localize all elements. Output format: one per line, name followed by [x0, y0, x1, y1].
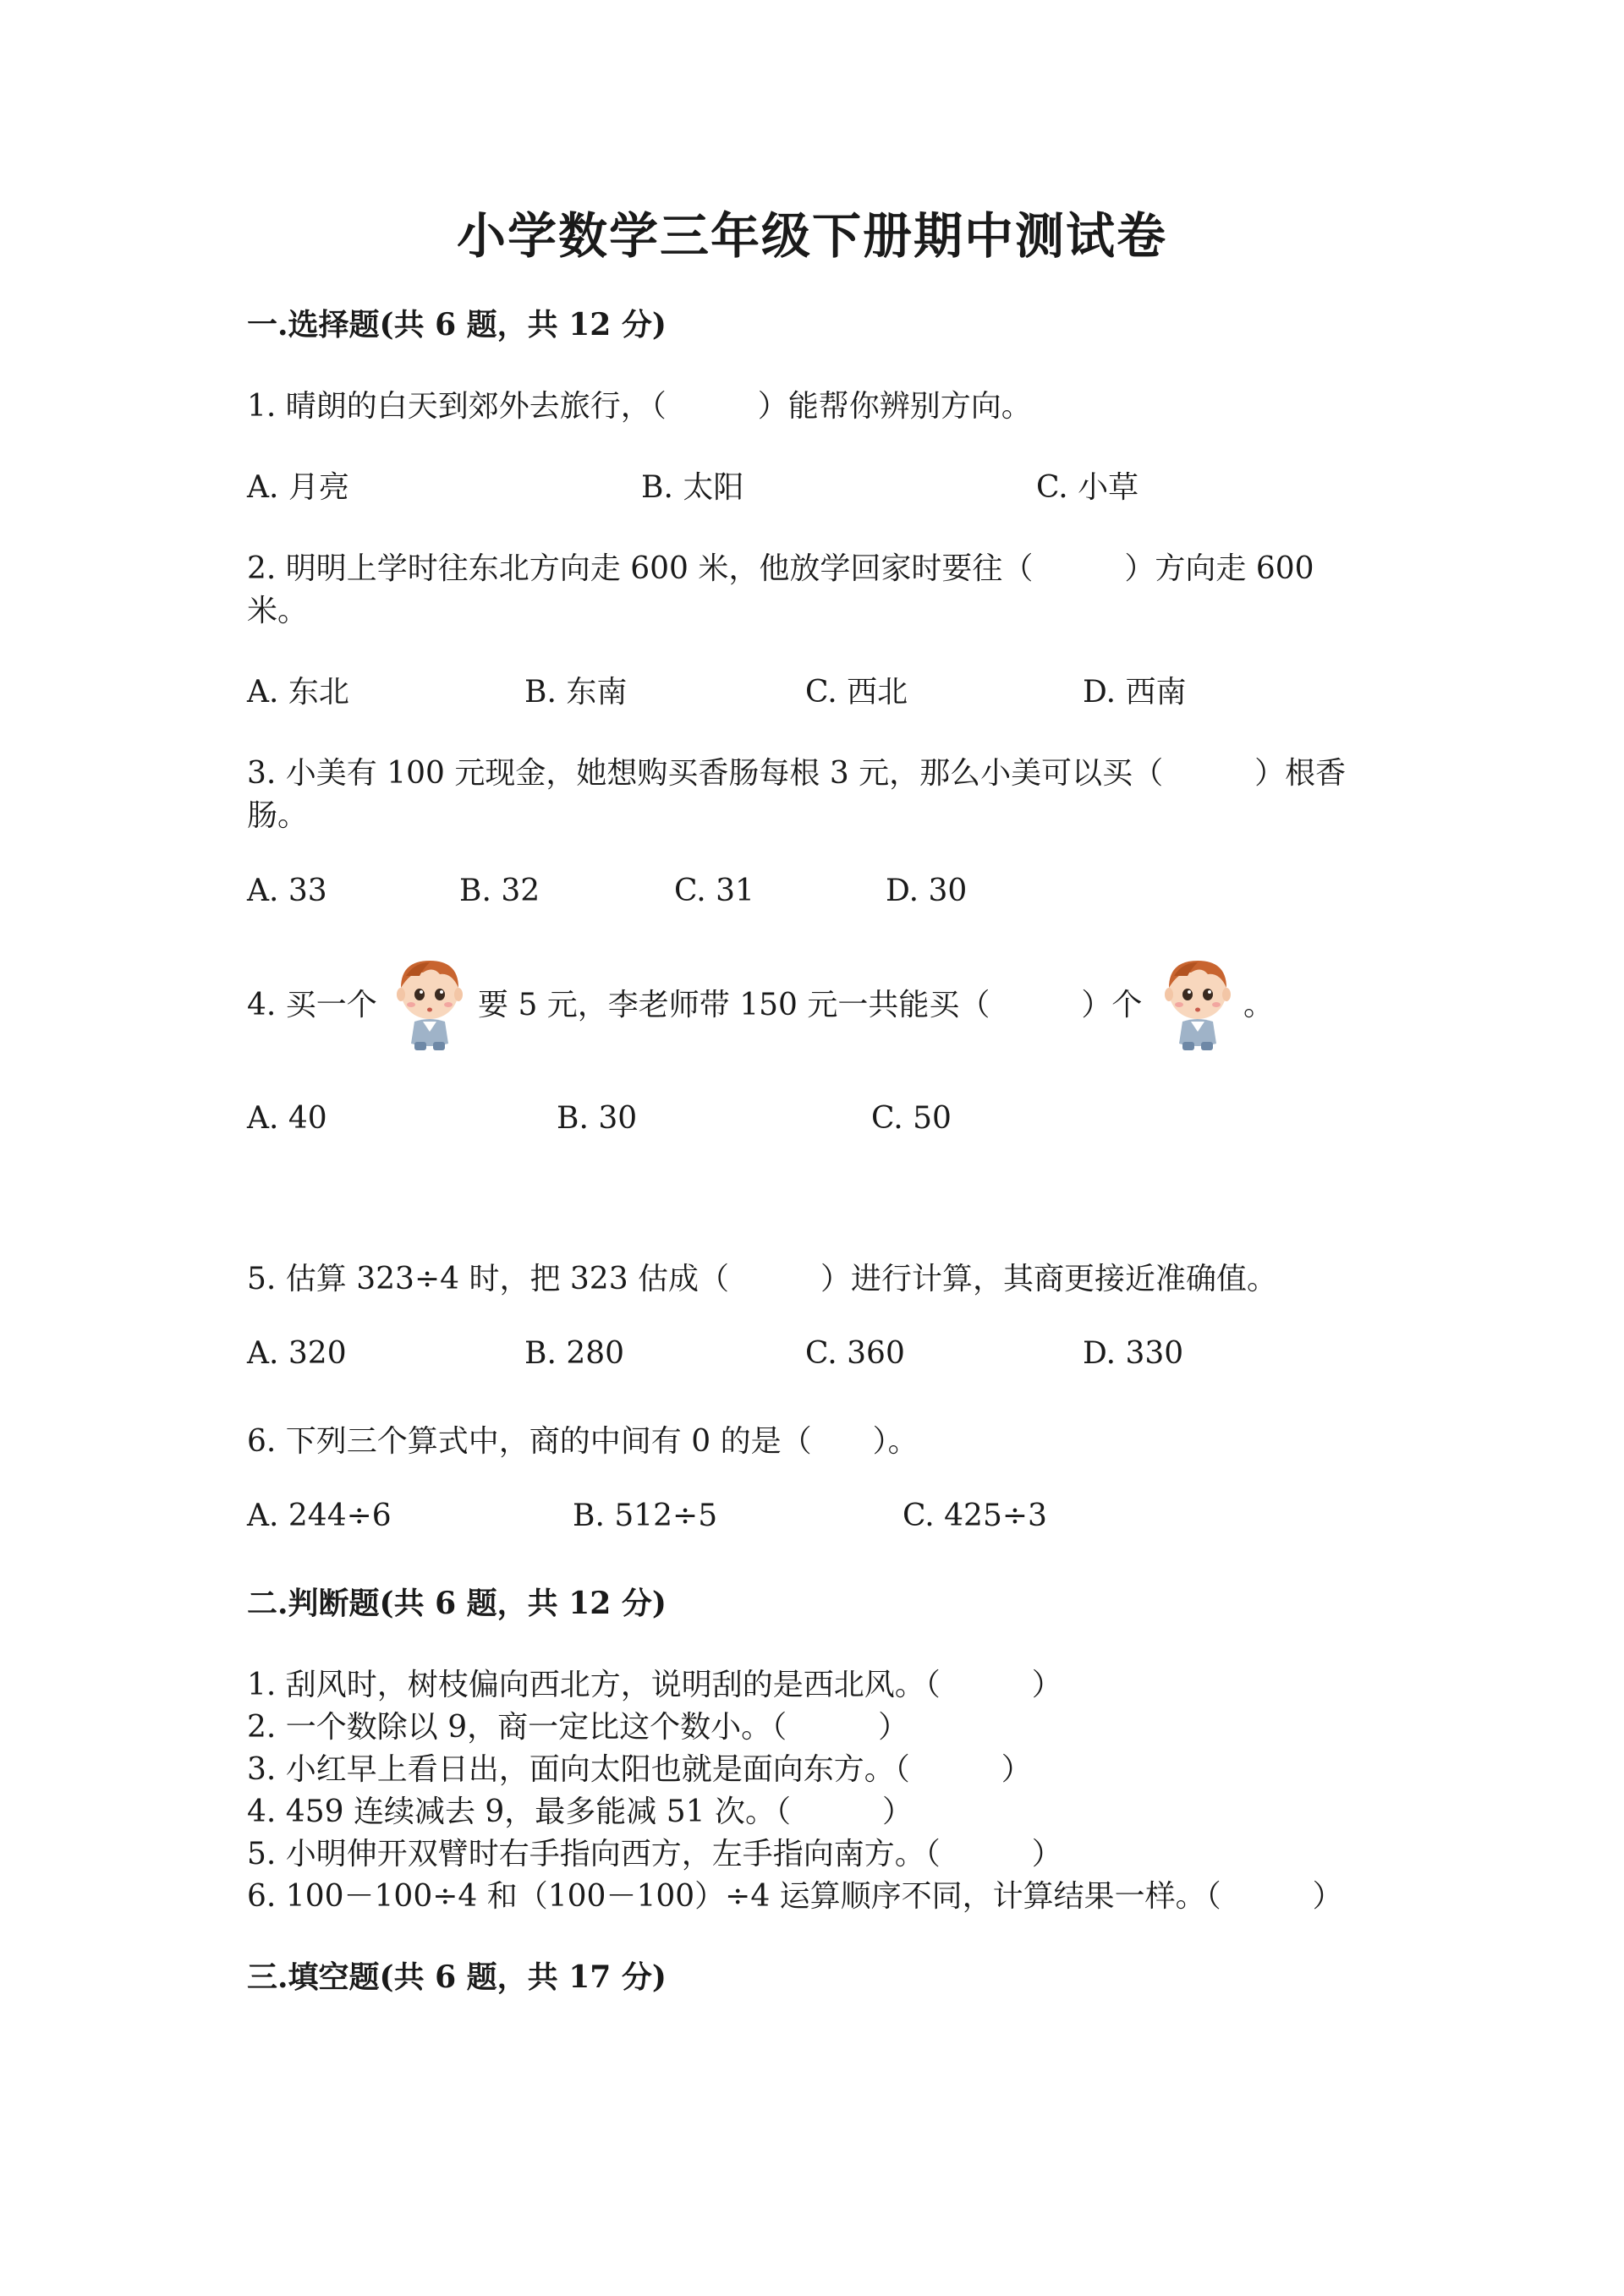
judge-item: 1. 刮风时，树枝偏向西北方，说明刮的是西北风。（ ） — [247, 1668, 1062, 1702]
option-b: B. 30 — [557, 1101, 638, 1136]
option-b: B. 东南 — [524, 675, 628, 710]
option-c: C. 小草 — [1036, 470, 1139, 505]
judge-item: 2. 一个数除以 9，商一定比这个数小。（ ） — [247, 1710, 909, 1745]
option-d: D. 330 — [1083, 1336, 1184, 1371]
page-title: 小学数学三年级下册期中测试卷 — [456, 207, 1167, 265]
option-a: A. 244÷6 — [247, 1499, 392, 1533]
option-a: A. 320 — [247, 1336, 347, 1371]
section-heading-fill: 三.填空题(共 6 题，共 17 分) — [247, 1959, 667, 1995]
option-a: A. 月亮 — [247, 470, 349, 505]
question-4-part-2: 要 5 元，李老师带 150 元一共能买（ ）个 — [478, 988, 1143, 1022]
section-heading-judge: 二.判断题(共 6 题，共 12 分) — [247, 1586, 667, 1621]
cartoon-boy-icon — [1157, 951, 1238, 1055]
option-d: D. 西南 — [1083, 675, 1187, 710]
option-b: B. 太阳 — [641, 470, 744, 505]
option-c: C. 360 — [805, 1336, 905, 1371]
judge-item: 6. 100－100÷4 和（100－100）÷4 运算顺序不同，计算结果一样。（ ） — [247, 1879, 1343, 1914]
cartoon-boy-icon — [389, 951, 470, 1055]
option-a: A. 东北 — [247, 675, 349, 710]
question-4-part-1: 4. 买一个 — [247, 988, 377, 1022]
question-4-part-3: 。 — [1243, 988, 1275, 1022]
question-6: 6. 下列三个算式中，商的中间有 0 的是（ ）。 — [247, 1424, 919, 1459]
question-5: 5. 估算 323÷4 时，把 323 估成（ ）进行计算，其商更接近准确值。 — [247, 1262, 1278, 1296]
option-c: C. 50 — [871, 1101, 952, 1136]
option-c: C. 西北 — [805, 675, 908, 710]
option-b: B. 32 — [459, 874, 540, 908]
judge-item: 4. 459 连续减去 9，最多能减 51 次。（ ） — [247, 1795, 913, 1829]
question-2-line-1: 2. 明明上学时往东北方向走 600 米，他放学回家时要往（ ）方向走 600 — [247, 551, 1314, 586]
question-3-line-1: 3. 小美有 100 元现金，她想购买香肠每根 3 元，那么小美可以买（ ）根香 — [247, 756, 1347, 791]
question-2-line-2: 米。 — [247, 594, 309, 628]
option-c: C. 425÷3 — [903, 1499, 1047, 1533]
question-3-line-2: 肠。 — [247, 798, 309, 833]
judge-item: 5. 小明伸开双臂时右手指向西方，左手指向南方。（ ） — [247, 1837, 1062, 1871]
option-b: B. 512÷5 — [573, 1499, 718, 1533]
option-d: D. 30 — [886, 874, 968, 908]
section-heading-choice: 一.选择题(共 6 题，共 12 分) — [247, 307, 667, 342]
judge-item: 3. 小红早上看日出，面向太阳也就是面向东方。（ ） — [247, 1752, 1032, 1787]
option-c: C. 31 — [674, 874, 754, 908]
option-b: B. 280 — [524, 1336, 625, 1371]
option-a: A. 40 — [247, 1101, 327, 1136]
question-1: 1. 晴朗的白天到郊外去旅行，（ ）能帮你辨别方向。 — [247, 389, 1032, 424]
option-a: A. 33 — [247, 874, 327, 908]
